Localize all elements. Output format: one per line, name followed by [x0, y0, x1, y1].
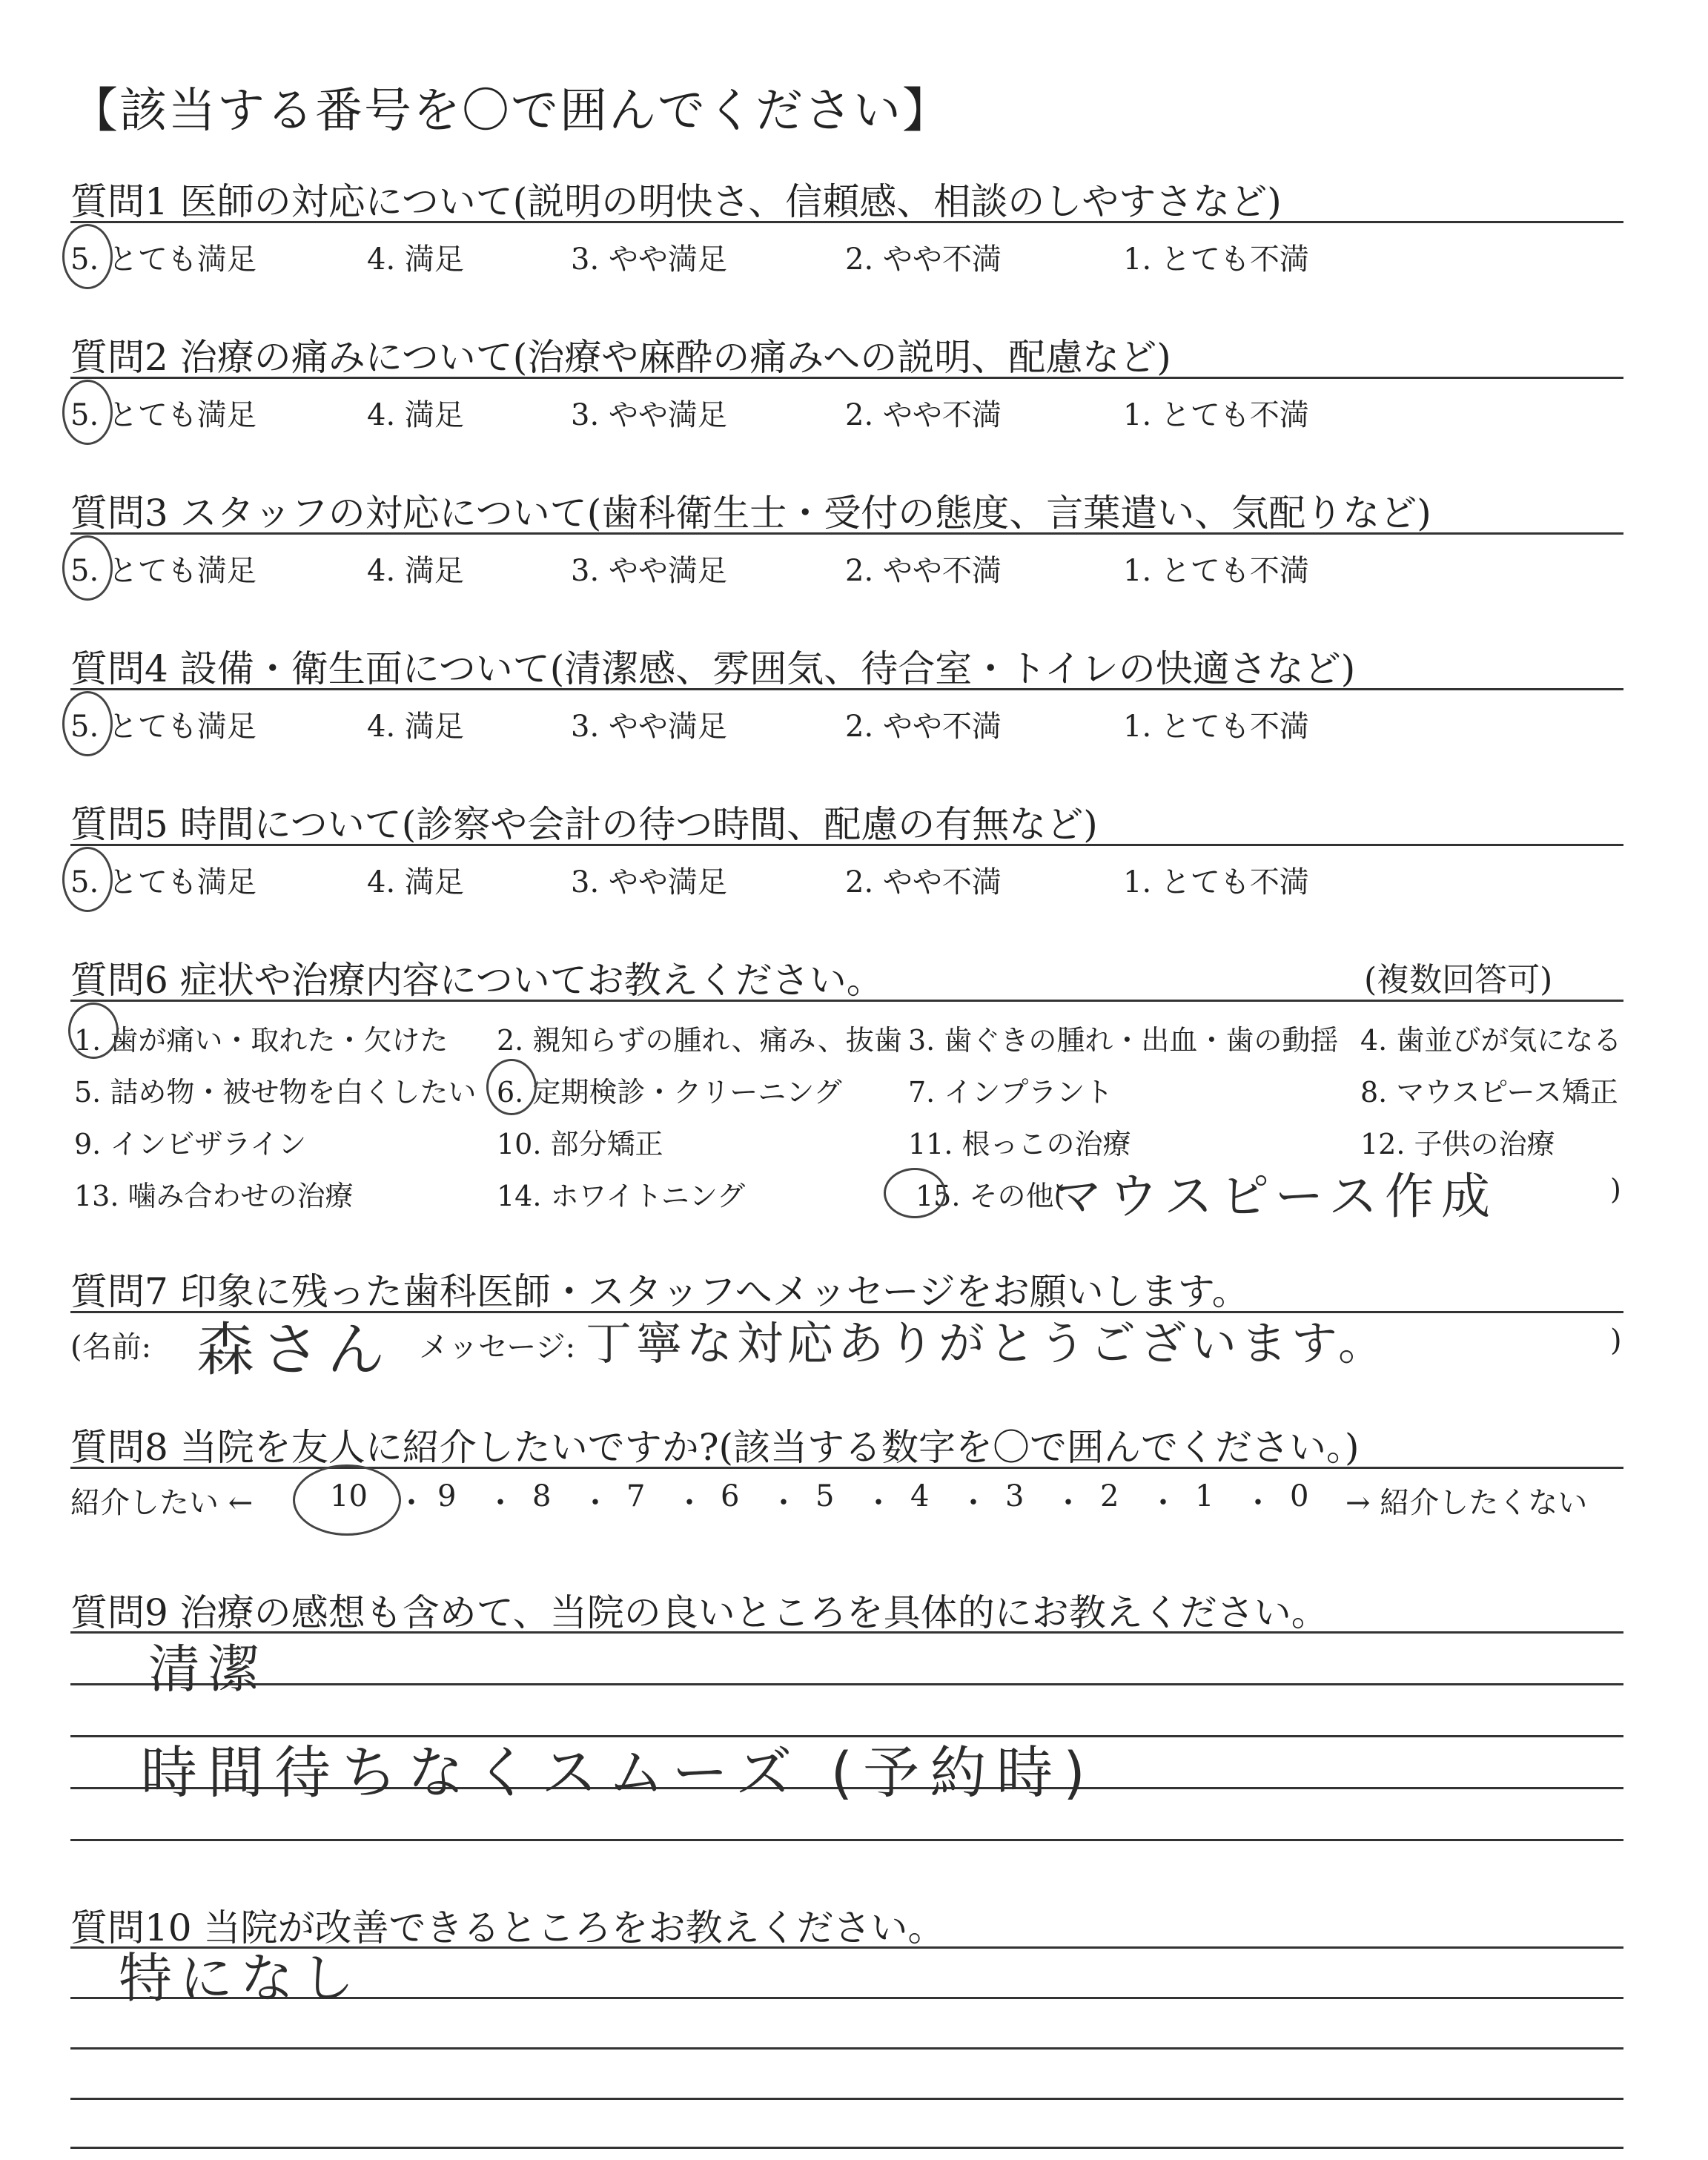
- question-5-label: 質問5 時間について(診察や会計の待つ時間、配慮の有無など): [70, 803, 1098, 846]
- answer-line: [70, 2147, 1623, 2149]
- answer-line: [70, 1683, 1623, 1685]
- q6-option-6[interactable]: 6. 定期検診・クリーニング: [497, 1076, 842, 1109]
- q5-option-4[interactable]: 4. 満足: [367, 865, 464, 899]
- answer-line: [70, 2047, 1623, 2050]
- q1-selection-circle: [62, 224, 113, 289]
- scale-dot: ・: [1148, 1486, 1178, 1520]
- q7-close-paren: ): [1610, 1324, 1622, 1358]
- q6-other-close-paren: ): [1610, 1173, 1621, 1206]
- q6-option-8[interactable]: 8. マウスピース矯正: [1360, 1076, 1618, 1109]
- q6-option-9[interactable]: 9. インビザライン: [74, 1128, 307, 1160]
- q8-scale-8[interactable]: 8: [532, 1479, 552, 1513]
- q8-left-label: 紹介したい ←: [70, 1486, 254, 1520]
- q5-selection-circle: [62, 847, 113, 912]
- q8-scale-3[interactable]: 3: [1005, 1479, 1025, 1513]
- question-10-label: 質問10 当院が改善できるところをお教えください。: [70, 1906, 945, 1949]
- q8-scale-0[interactable]: 0: [1290, 1479, 1309, 1513]
- q7-name-handwritten: 森さん: [196, 1317, 393, 1384]
- scale-dot: ・: [486, 1486, 515, 1520]
- answer-line: [70, 2098, 1623, 2100]
- q10-handwritten-line-1: 特になし: [119, 1947, 363, 2009]
- q8-scale-1[interactable]: 1: [1195, 1479, 1214, 1513]
- q8-right-label: → 紹介したくない: [1345, 1486, 1588, 1520]
- scale-dot: ・: [769, 1486, 798, 1520]
- q1-option-1[interactable]: 1. とても不満: [1123, 242, 1309, 277]
- q4-option-2[interactable]: 2. やや不満: [845, 710, 1002, 744]
- q6-option-13[interactable]: 13. 噛み合わせの治療: [74, 1180, 354, 1212]
- scale-dot: ・: [1243, 1486, 1273, 1520]
- q2-option-2[interactable]: 2. やや不満: [845, 398, 1002, 432]
- divider: [70, 1631, 1623, 1634]
- q9-handwritten-line-1: 清潔: [148, 1639, 267, 1700]
- q8-selection-circle: [293, 1464, 401, 1536]
- q5-option-1[interactable]: 1. とても不満: [1123, 865, 1309, 899]
- q6-selection-circle-6: [486, 1059, 537, 1115]
- q8-scale-4[interactable]: 4: [910, 1479, 930, 1513]
- q4-option-1[interactable]: 1. とても不満: [1123, 710, 1309, 744]
- question-2-label: 質問2 治療の痛みについて(治療や麻酔の痛みへの説明、配慮など): [70, 336, 1171, 379]
- q7-name-label: (名前:: [70, 1330, 152, 1364]
- q3-option-3[interactable]: 3. やや満足: [571, 554, 727, 588]
- q3-option-2[interactable]: 2. やや不満: [845, 554, 1002, 588]
- form-title: 【該当する番号を〇で囲んでください】: [70, 84, 951, 139]
- q6-option-14[interactable]: 14. ホワイトニング: [497, 1180, 746, 1212]
- q6-option-5[interactable]: 5. 詰め物・被せ物を白くしたい: [74, 1076, 477, 1109]
- q8-scale-6[interactable]: 6: [721, 1479, 740, 1513]
- q6-option-7[interactable]: 7. インプラント: [908, 1076, 1113, 1109]
- q6-selection-circle-15: [884, 1168, 946, 1218]
- divider: [70, 1000, 1623, 1002]
- q6-other-handwritten: マウスピース作成: [1053, 1168, 1498, 1225]
- q4-option-3[interactable]: 3. やや満足: [571, 710, 727, 744]
- scale-dot: ・: [959, 1486, 988, 1520]
- q5-option-3[interactable]: 3. やや満足: [571, 865, 727, 899]
- q3-option-5[interactable]: 5. とても満足: [70, 554, 256, 588]
- scale-dot: ・: [675, 1486, 704, 1520]
- divider: [70, 844, 1623, 846]
- q1-option-4[interactable]: 4. 満足: [367, 242, 464, 277]
- q4-selection-circle: [62, 691, 113, 756]
- question-9-label: 質問9 治療の感想も含めて、当院の良いところを具体的にお教えください。: [70, 1591, 1328, 1634]
- q6-option-1[interactable]: 1. 歯が痛い・取れた・欠けた: [74, 1024, 448, 1057]
- q5-option-2[interactable]: 2. やや不満: [845, 865, 1002, 899]
- q6-option-4[interactable]: 4. 歯並びが気になる: [1360, 1024, 1622, 1057]
- q8-scale-7[interactable]: 7: [626, 1479, 646, 1513]
- q6-option-3[interactable]: 3. 歯ぐきの腫れ・出血・歯の動揺: [908, 1024, 1339, 1057]
- divider: [70, 1467, 1623, 1469]
- q3-option-4[interactable]: 4. 満足: [367, 554, 464, 588]
- q4-option-4[interactable]: 4. 満足: [367, 710, 464, 744]
- q1-option-5[interactable]: 5. とても満足: [70, 242, 256, 277]
- question-3-label: 質問3 スタッフの対応について(歯科衛生士・受付の態度、言葉遣い、気配りなど): [70, 492, 1431, 535]
- question-7-label: 質問7 印象に残った歯科医師・スタッフへメッセージをお願いします。: [70, 1270, 1249, 1313]
- q2-option-5[interactable]: 5. とても満足: [70, 398, 256, 432]
- divider: [70, 688, 1623, 690]
- scale-dot: ・: [580, 1486, 610, 1520]
- question-6-label: 質問6 症状や治療内容についてお教えください。: [70, 959, 884, 1002]
- q4-option-5[interactable]: 5. とても満足: [70, 710, 256, 744]
- q6-selection-circle-1: [68, 1003, 119, 1059]
- divider: [70, 532, 1623, 535]
- q7-message-handwritten: 丁寧な対応ありがとうございます。: [586, 1316, 1389, 1370]
- question-4-label: 質問4 設備・衛生面について(清潔感、雰囲気、待合室・トイレの快適さなど): [70, 647, 1356, 690]
- q6-option-15[interactable]: 15. その他(: [916, 1180, 1065, 1212]
- q3-selection-circle: [62, 535, 113, 601]
- q1-option-2[interactable]: 2. やや不満: [845, 242, 1002, 277]
- q6-option-12[interactable]: 12. 子供の治療: [1360, 1128, 1555, 1160]
- q8-scale-10[interactable]: 10: [330, 1479, 368, 1513]
- divider: [70, 377, 1623, 379]
- q2-selection-circle: [62, 380, 113, 445]
- question-1-label: 質問1 医師の対応について(説明の明快さ、信頼感、相談のしやすさなど): [70, 180, 1282, 223]
- q2-option-4[interactable]: 4. 満足: [367, 398, 464, 432]
- q3-option-1[interactable]: 1. とても不満: [1123, 554, 1309, 588]
- q7-message-label: メッセージ:: [419, 1330, 576, 1364]
- q6-option-10[interactable]: 10. 部分矯正: [497, 1128, 663, 1160]
- scale-dot: ・: [1053, 1486, 1083, 1520]
- q9-handwritten-line-2: 時間待ちなくスムーズ (予約時): [141, 1740, 1096, 1806]
- scale-dot: ・: [397, 1486, 426, 1520]
- q5-option-5[interactable]: 5. とても満足: [70, 865, 256, 899]
- answer-line: [70, 1839, 1623, 1841]
- q2-option-1[interactable]: 1. とても不満: [1123, 398, 1309, 432]
- q6-option-11[interactable]: 11. 根っこの治療: [908, 1128, 1131, 1160]
- q6-option-2[interactable]: 2. 親知らずの腫れ、痛み、抜歯: [497, 1024, 902, 1057]
- q8-scale-2[interactable]: 2: [1100, 1479, 1119, 1513]
- question-8-label: 質問8 当院を友人に紹介したいですか?(該当する数字を〇で囲んでください。): [70, 1426, 1360, 1469]
- q1-option-3[interactable]: 3. やや満足: [571, 242, 727, 277]
- scale-dot: ・: [864, 1486, 893, 1520]
- divider: [70, 221, 1623, 223]
- q8-scale-9[interactable]: 9: [437, 1479, 457, 1513]
- q2-option-3[interactable]: 3. やや満足: [571, 398, 727, 432]
- multiple-answer-note: (複数回答可): [1364, 961, 1553, 999]
- q8-scale-5[interactable]: 5: [815, 1479, 835, 1513]
